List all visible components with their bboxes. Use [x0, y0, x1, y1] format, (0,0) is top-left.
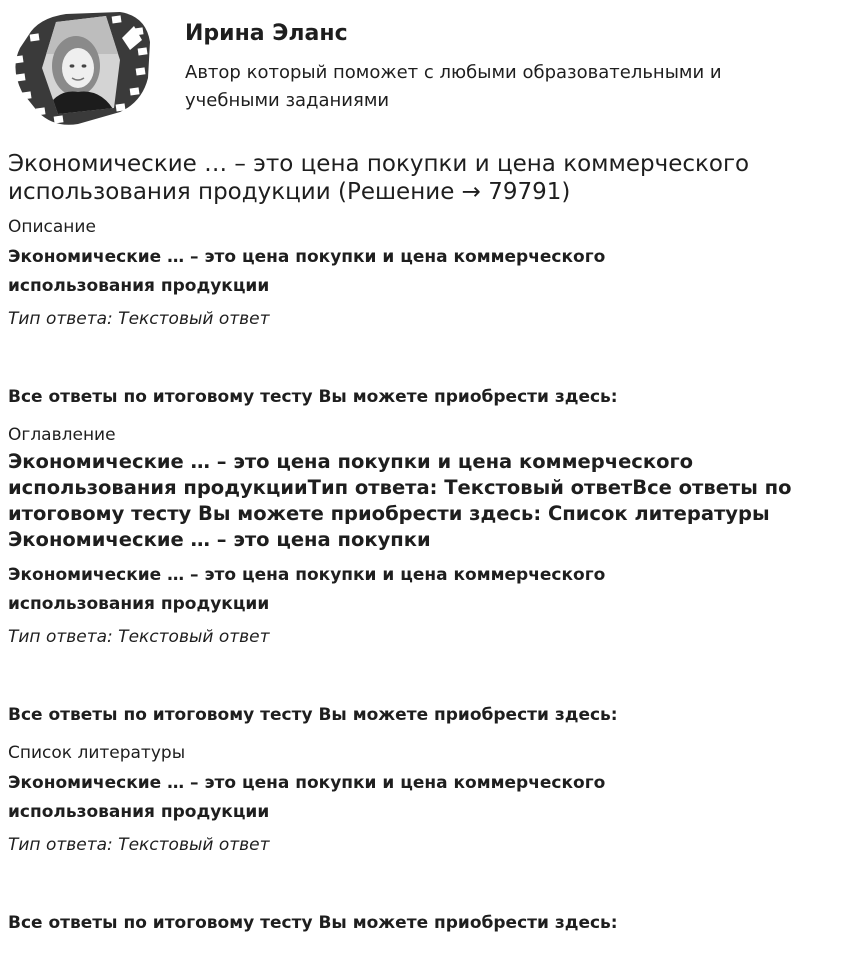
bibliography-section	[8, 742, 828, 934]
author-bio: Автор который поможет с любыми образовательными и учебными заданиями	[185, 62, 722, 111]
author-name: Ирина Эланс	[185, 21, 348, 46]
question-line: Экономические … – это цена покупки и цена коммерческого	[8, 247, 606, 267]
table-of-contents-section	[8, 424, 828, 726]
question-line: использования продукции	[8, 802, 270, 822]
question-line: Экономические … – это цена покупки и цена коммерческого	[8, 773, 606, 793]
question-text	[8, 561, 828, 619]
section-label: Оглавление	[8, 425, 116, 445]
question-line: Экономические … – это цена покупки и цена коммерческого	[8, 565, 606, 585]
page-title-line: Экономические … – это цена покупки и цена коммерческого	[8, 151, 750, 177]
buy-answers-text: Все ответы по итоговому тесту Вы можете приобрести здесь:	[8, 913, 618, 933]
toc-text: Экономические … – это цена покупки и цена коммерческого использования продукцииТип ответа: Текстовый ответВсе ответы по итоговому тесту Вы можете приобрести здесь: Список литературы Экономические … – это цена покупки	[8, 450, 792, 551]
section-label: Список литературы	[8, 743, 186, 763]
main-content	[8, 150, 828, 934]
author-card	[8, 8, 838, 128]
question-text	[8, 769, 828, 827]
question-line: использования продукции	[8, 276, 270, 296]
answer-type: Тип ответа: Текстовый ответ	[8, 627, 270, 647]
buy-answers-text: Все ответы по итоговому тесту Вы можете приобрести здесь:	[8, 387, 618, 407]
page-title	[8, 150, 828, 206]
answer-type: Тип ответа: Текстовый ответ	[8, 835, 270, 855]
section-label: Описание	[8, 217, 96, 237]
author-avatar	[8, 8, 154, 128]
buy-answers-text: Все ответы по итоговому тесту Вы можете приобрести здесь:	[8, 705, 618, 725]
question-text	[8, 243, 828, 301]
page-title-line: использования продукции (Решение → 79791)	[8, 179, 571, 205]
question-line: использования продукции	[8, 594, 270, 614]
answer-type: Тип ответа: Текстовый ответ	[8, 309, 270, 329]
description-section	[8, 216, 828, 408]
